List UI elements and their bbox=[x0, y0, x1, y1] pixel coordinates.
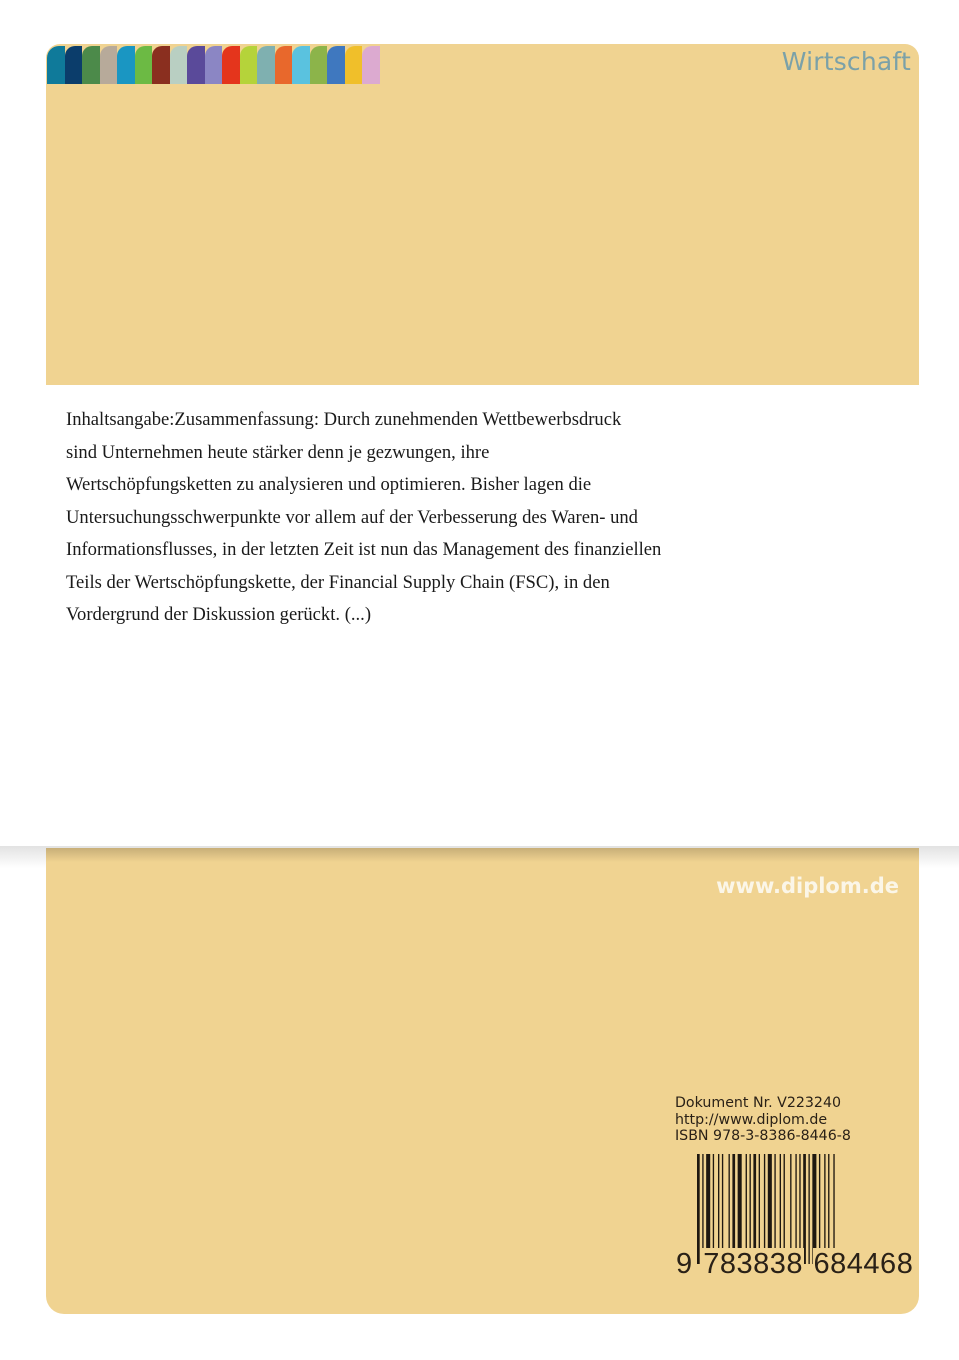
color-tab bbox=[362, 46, 380, 84]
color-tab bbox=[222, 46, 240, 84]
barcode-first-digit: 9 bbox=[676, 1248, 693, 1280]
cover-top-band bbox=[46, 44, 919, 385]
color-tab bbox=[47, 46, 65, 84]
abstract-line: Untersuchungsschwerpunkte vor allem auf der Verbesserung des Waren- und bbox=[66, 506, 638, 528]
document-number: Dokument Nr. V223240 bbox=[675, 1095, 842, 1111]
color-tab bbox=[117, 46, 135, 84]
color-tab-strip bbox=[47, 46, 380, 84]
abstract-line: Inhaltsangabe:Zusammenfassung: Durch zunehmenden Wettbewerbsdruck bbox=[66, 409, 622, 430]
color-tab bbox=[187, 46, 205, 84]
color-tab bbox=[257, 46, 275, 84]
color-tab bbox=[170, 46, 188, 84]
abstract-line: Vordergrund der Diskussion gerückt. (...) bbox=[66, 604, 372, 625]
barcode-right-group: 684468 bbox=[813, 1248, 914, 1280]
publisher-url: http://www.diplom.de bbox=[675, 1111, 828, 1128]
abstract-text bbox=[66, 404, 786, 632]
color-tab bbox=[292, 46, 310, 84]
color-tab bbox=[100, 46, 118, 84]
color-tab bbox=[82, 46, 100, 84]
color-tab bbox=[240, 46, 258, 84]
color-tab bbox=[345, 46, 363, 84]
abstract-line: Teils der Wertschöpfungskette, der Financial Supply Chain (FSC), in den bbox=[66, 571, 610, 593]
abstract-line: Informationsflusses, in der letzten Zeit ist nun das Management des finanziellen bbox=[66, 539, 662, 560]
category-label: Wirtschaft bbox=[781, 47, 911, 76]
color-tab bbox=[152, 46, 170, 84]
barcode-left-group: 783838 bbox=[703, 1248, 803, 1280]
isbn: ISBN 978-3-8386-8446-8 bbox=[675, 1128, 851, 1144]
color-tab bbox=[327, 46, 345, 84]
color-tab bbox=[310, 46, 328, 84]
cover-bottom-band bbox=[46, 848, 919, 1314]
document-info bbox=[675, 1095, 851, 1145]
barcode-digits bbox=[675, 1248, 914, 1281]
color-tab bbox=[275, 46, 293, 84]
color-tab bbox=[65, 46, 83, 84]
abstract-line: sind Unternehmen heute stärker denn je gezwungen, ihre bbox=[66, 441, 490, 463]
color-tab bbox=[135, 46, 153, 84]
color-tab bbox=[205, 46, 223, 84]
abstract-line: Wertschöpfungsketten zu analysieren und optimieren. Bisher lagen die bbox=[66, 474, 592, 495]
publisher-website: www.diplom.de bbox=[716, 874, 899, 898]
